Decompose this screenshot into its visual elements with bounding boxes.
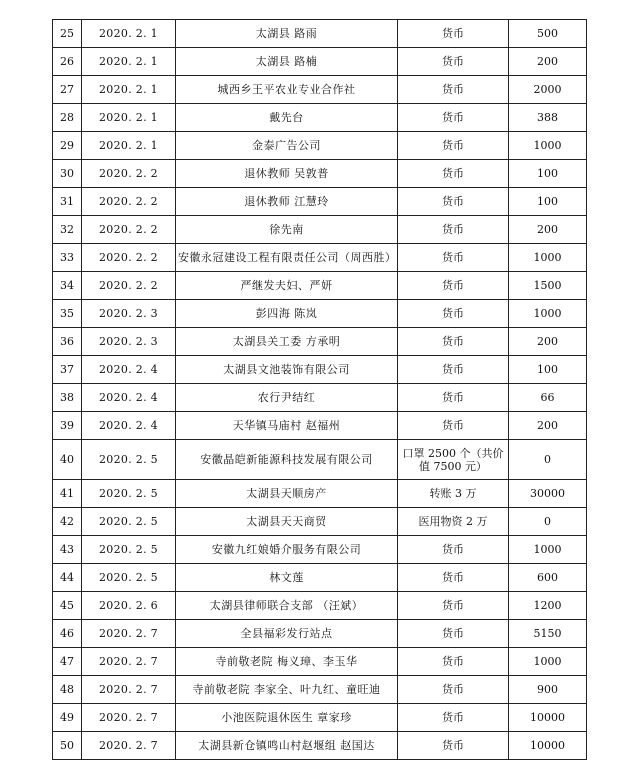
donor-name: 农行尹结红 [176,384,398,412]
table-row [53,412,587,440]
donation-type: 货币 [398,356,509,384]
row-number: 27 [53,76,82,104]
donation-type: 货币 [398,328,509,356]
donor-name: 安徽永冠建设工程有限责任公司（周西胜） [176,244,398,272]
donation-date: 2020. 2. 7 [82,676,176,704]
table-row [53,732,587,760]
table-row [53,648,587,676]
row-number: 45 [53,592,82,620]
donor-name: 彭四海 陈岚 [176,300,398,328]
donor-name: 太湖县律师联合支部 （汪斌） [176,592,398,620]
donor-name: 太湖县文池装饰有限公司 [176,356,398,384]
donation-amount: 1000 [509,536,587,564]
donation-date: 2020. 2. 1 [82,76,176,104]
donation-amount: 100 [509,160,587,188]
donation-type: 货币 [398,20,509,48]
donation-amount: 2000 [509,76,587,104]
donor-name: 太湖县 路楠 [176,48,398,76]
donation-type: 货币 [398,384,509,412]
donation-date: 2020. 2. 7 [82,704,176,732]
donation-amount: 600 [509,564,587,592]
donor-name: 金泰广告公司 [176,132,398,160]
donation-type: 货币 [398,732,509,760]
donation-date: 2020. 2. 5 [82,564,176,592]
donation-type: 货币 [398,412,509,440]
row-number: 44 [53,564,82,592]
donation-amount: 66 [509,384,587,412]
donation-amount: 10000 [509,732,587,760]
donation-amount: 200 [509,48,587,76]
donation-type: 医用物资 2 万 [398,508,509,536]
table-row [53,480,587,508]
donation-table [52,19,587,760]
row-number: 46 [53,620,82,648]
donor-name: 天华镇马庙村 赵福州 [176,412,398,440]
row-number: 36 [53,328,82,356]
table-row [53,76,587,104]
donation-date: 2020. 2. 5 [82,480,176,508]
donation-type: 转账 3 万 [398,480,509,508]
donation-amount: 1000 [509,648,587,676]
row-number: 38 [53,384,82,412]
donation-type: 货币 [398,188,509,216]
table-row [53,300,587,328]
table-row [53,676,587,704]
table-row [53,564,587,592]
donation-amount: 10000 [509,704,587,732]
donor-name: 寺前敬老院 梅义璋、李玉华 [176,648,398,676]
table-row [53,132,587,160]
donation-date: 2020. 2. 1 [82,104,176,132]
table-row [53,592,587,620]
row-number: 47 [53,648,82,676]
donation-type: 货币 [398,536,509,564]
donation-date: 2020. 2. 5 [82,440,176,480]
donation-type: 货币 [398,704,509,732]
donor-name: 太湖县关工委 方承明 [176,328,398,356]
table-row [53,328,587,356]
donor-name: 退休教师 吴敦普 [176,160,398,188]
row-number: 42 [53,508,82,536]
row-number: 35 [53,300,82,328]
donor-name: 全县福彩发行站点 [176,620,398,648]
row-number: 48 [53,676,82,704]
table-row [53,272,587,300]
donation-date: 2020. 2. 3 [82,300,176,328]
donor-name: 严继发夫妇、严妍 [176,272,398,300]
donation-type: 货币 [398,132,509,160]
row-number: 39 [53,412,82,440]
table-row [53,48,587,76]
row-number: 41 [53,480,82,508]
row-number: 32 [53,216,82,244]
donation-amount: 388 [509,104,587,132]
donation-type: 货币 [398,620,509,648]
table-row [53,216,587,244]
donation-amount: 100 [509,356,587,384]
row-number: 37 [53,356,82,384]
donor-name: 太湖县新仓镇鸣山村赵堰组 赵国达 [176,732,398,760]
donation-type: 货币 [398,272,509,300]
donor-name: 太湖县 路雨 [176,20,398,48]
row-number: 50 [53,732,82,760]
table-row [53,20,587,48]
donation-date: 2020. 2. 2 [82,244,176,272]
donation-date: 2020. 2. 7 [82,620,176,648]
donation-amount: 1000 [509,132,587,160]
donation-date: 2020. 2. 1 [82,20,176,48]
donation-amount: 30000 [509,480,587,508]
donor-name: 小池医院退休医生 章家珍 [176,704,398,732]
donation-amount: 1200 [509,592,587,620]
donation-type: 货币 [398,104,509,132]
donor-name: 退休教师 江慧玲 [176,188,398,216]
donation-type: 口罩 2500 个（共价值 7500 元） [398,440,509,480]
row-number: 28 [53,104,82,132]
donation-date: 2020. 2. 4 [82,412,176,440]
donation-date: 2020. 2. 1 [82,132,176,160]
row-number: 49 [53,704,82,732]
donation-amount: 100 [509,188,587,216]
donation-date: 2020. 2. 4 [82,356,176,384]
row-number: 40 [53,440,82,480]
table-row [53,704,587,732]
table-row [53,508,587,536]
row-number: 25 [53,20,82,48]
donation-date: 2020. 2. 5 [82,536,176,564]
row-number: 31 [53,188,82,216]
table-row [53,440,587,480]
table-row [53,104,587,132]
donation-table-body [53,20,587,760]
donation-amount: 900 [509,676,587,704]
donation-type: 货币 [398,564,509,592]
donation-amount: 0 [509,440,587,480]
donation-date: 2020. 2. 2 [82,160,176,188]
donation-date: 2020. 2. 2 [82,272,176,300]
table-row [53,384,587,412]
row-number: 34 [53,272,82,300]
donation-amount: 200 [509,412,587,440]
donation-amount: 5150 [509,620,587,648]
donation-amount: 1500 [509,272,587,300]
donation-type: 货币 [398,648,509,676]
donation-date: 2020. 2. 2 [82,188,176,216]
row-number: 33 [53,244,82,272]
donor-name: 徐先南 [176,216,398,244]
donation-type: 货币 [398,48,509,76]
donation-type: 货币 [398,76,509,104]
donor-name: 太湖县天顺房产 [176,480,398,508]
donation-amount: 200 [509,216,587,244]
donation-amount: 1000 [509,300,587,328]
donation-date: 2020. 2. 3 [82,328,176,356]
donation-amount: 200 [509,328,587,356]
donation-type: 货币 [398,216,509,244]
donation-date: 2020. 2. 4 [82,384,176,412]
donor-name: 安徽九红娘婚介服务有限公司 [176,536,398,564]
donation-date: 2020. 2. 1 [82,48,176,76]
donation-amount: 500 [509,20,587,48]
donor-name: 安徽晶皑新能源科技发展有限公司 [176,440,398,480]
table-row [53,356,587,384]
donor-name: 寺前敬老院 李家全、叶九红、童旺迪 [176,676,398,704]
donation-type: 货币 [398,300,509,328]
row-number: 30 [53,160,82,188]
row-number: 26 [53,48,82,76]
donation-date: 2020. 2. 5 [82,508,176,536]
donation-date: 2020. 2. 7 [82,732,176,760]
donation-type: 货币 [398,244,509,272]
donor-name: 戴先台 [176,104,398,132]
donation-date: 2020. 2. 2 [82,216,176,244]
donation-date: 2020. 2. 6 [82,592,176,620]
donation-type: 货币 [398,676,509,704]
table-row [53,244,587,272]
donation-amount: 1000 [509,244,587,272]
donation-amount: 0 [509,508,587,536]
donor-name: 太湖县天天商贸 [176,508,398,536]
row-number: 43 [53,536,82,564]
table-row [53,536,587,564]
table-row [53,188,587,216]
donation-type: 货币 [398,592,509,620]
donor-name: 林文莲 [176,564,398,592]
donor-name: 城西乡王平农业专业合作社 [176,76,398,104]
row-number: 29 [53,132,82,160]
table-row [53,620,587,648]
donation-type: 货币 [398,160,509,188]
table-row [53,160,587,188]
donation-date: 2020. 2. 7 [82,648,176,676]
